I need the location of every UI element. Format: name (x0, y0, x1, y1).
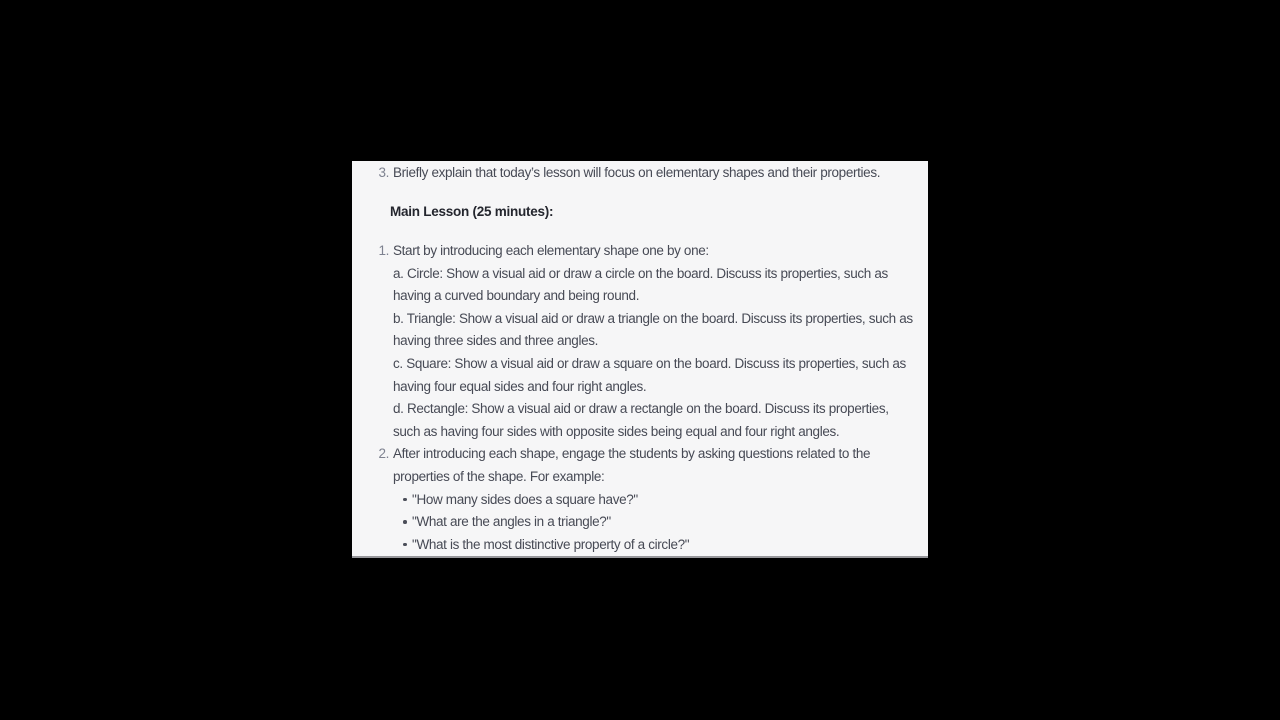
bullet-icon (403, 520, 407, 524)
text-line: "What is the most distinctive property of a circle?" (412, 536, 690, 552)
list-item-body (393, 443, 928, 556)
text-line: such as having four sides with opposite sides being equal and four right angles. (393, 423, 840, 439)
list-marker: 2. (378, 446, 389, 462)
list-item-body (393, 162, 928, 185)
text-line: b. Triangle: Show a visual aid or draw a triangle on the board. Discuss its properties, such as (393, 310, 913, 326)
section-heading: Main Lesson (25 minutes): (390, 203, 554, 219)
text-line: c. Square: Show a visual aid or draw a square on the board. Discuss its properties, such as (393, 355, 906, 371)
bullet-item (393, 511, 928, 534)
bullet-icon (403, 498, 407, 502)
text-line: After introducing each shape, engage the students by asking questions related to the (393, 446, 871, 462)
bullet-item (393, 534, 928, 557)
text-line: having a curved boundary and being round. (393, 288, 640, 304)
text-line: a. Circle: Show a visual aid or draw a circle on the board. Discuss its properties, such as (393, 265, 888, 281)
text-line: having three sides and three angles. (393, 333, 599, 349)
list-item (352, 240, 928, 443)
document-panel (352, 161, 928, 558)
text-line: "How many sides does a square have?" (412, 491, 638, 507)
list-marker: 1. (378, 242, 389, 258)
list-item (352, 443, 928, 556)
bullet-item (393, 489, 928, 512)
text-line: d. Rectangle: Show a visual aid or draw a rectangle on the board. Discuss its properties, (393, 401, 889, 417)
list-item-body (393, 240, 928, 443)
document-content (352, 161, 928, 556)
text-line: having four equal sides and four right angles. (393, 378, 647, 394)
text-line: properties of the shape. For example: (393, 468, 605, 484)
list-marker: 3. (378, 165, 389, 180)
text-line: "What are the angles in a triangle?" (412, 514, 611, 530)
text-line: Briefly explain that today’s lesson will focus on elementary shapes and their properties. (393, 165, 881, 180)
bullet-icon (403, 543, 407, 547)
text-line: Start by introducing each elementary shape one by one: (393, 242, 709, 258)
list-item (352, 162, 928, 185)
